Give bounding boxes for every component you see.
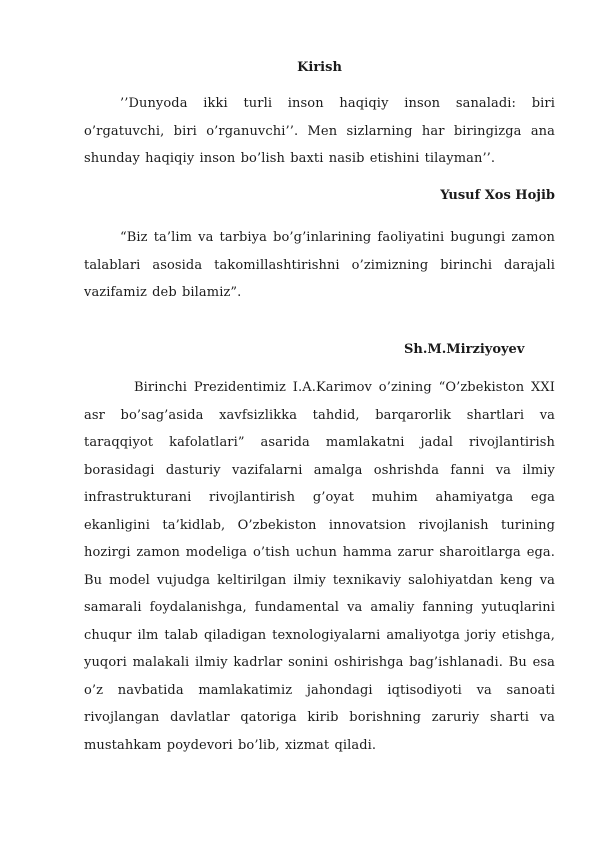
epigraph-quote-1: ’’Dunyoda ikki turli inson haqiqiy inson sanaladi: biri o’rgatuvchi, biri o’rganuvchi’’. Men sizlarning har biringizga ana shunday haqiqiy inson bo’lish baxti nasib etishini tilayman’’. xyxy=(84,96,555,166)
page-title: Kirish xyxy=(297,60,342,75)
body-paragraph: Birinchi Prezidentimiz I.A.Karimov o’zining “O’zbekiston XXI asr bo’sag’asida xavfsizlikka tahdid, barqarorlik shartlari va taraqqiyot kafolatlari” asarida mamlakatni jadal rivojlantirish borasidagi dasturiy vazifalarni amalga oshrishda fanni va ilmiy infrastrukturani rivojlantirish g’oyat muhim ahamiyatga ega ekanligini ta’kidlab, O’zbekiston innovatsion rivojlanish turining hozirgi zamon modeliga o’tish uchun hamma zarur sharoitlarga ega. Bu model vujudga keltirilgan ilmiy texnikaviy salohiyatdan keng va samarali foydalanishga, fundamental va amaliy fanning yutuqlarini chuqur ilm talab qiladigan texnologiyalarni amaliyotga joriy etishga, yuqori malakali ilmiy kadrlar sonini oshirishga bag’ishlanadi. Bu esa o’z navbatida mamlakatimiz jahondagi iqtisodiyoti va sanoati rivojlangan davlatlar qatoriga kirib borishning zaruriy sharti va mustahkam poydevori bo’lib, xizmat qiladi. xyxy=(84,380,555,753)
epigraph-quote-2: “Biz ta’lim va tarbiya bo’g’inlarining faoliyatini bugungi zamon talablari asosida takomillashtirishni o’zimizning birinchi darajali vazifamiz deb bilamiz”. xyxy=(84,230,555,300)
epigraph-author-2: Sh.M.Mirziyoyev xyxy=(404,342,525,357)
epigraph-author-1: Yusuf Xos Hojib xyxy=(440,188,555,203)
